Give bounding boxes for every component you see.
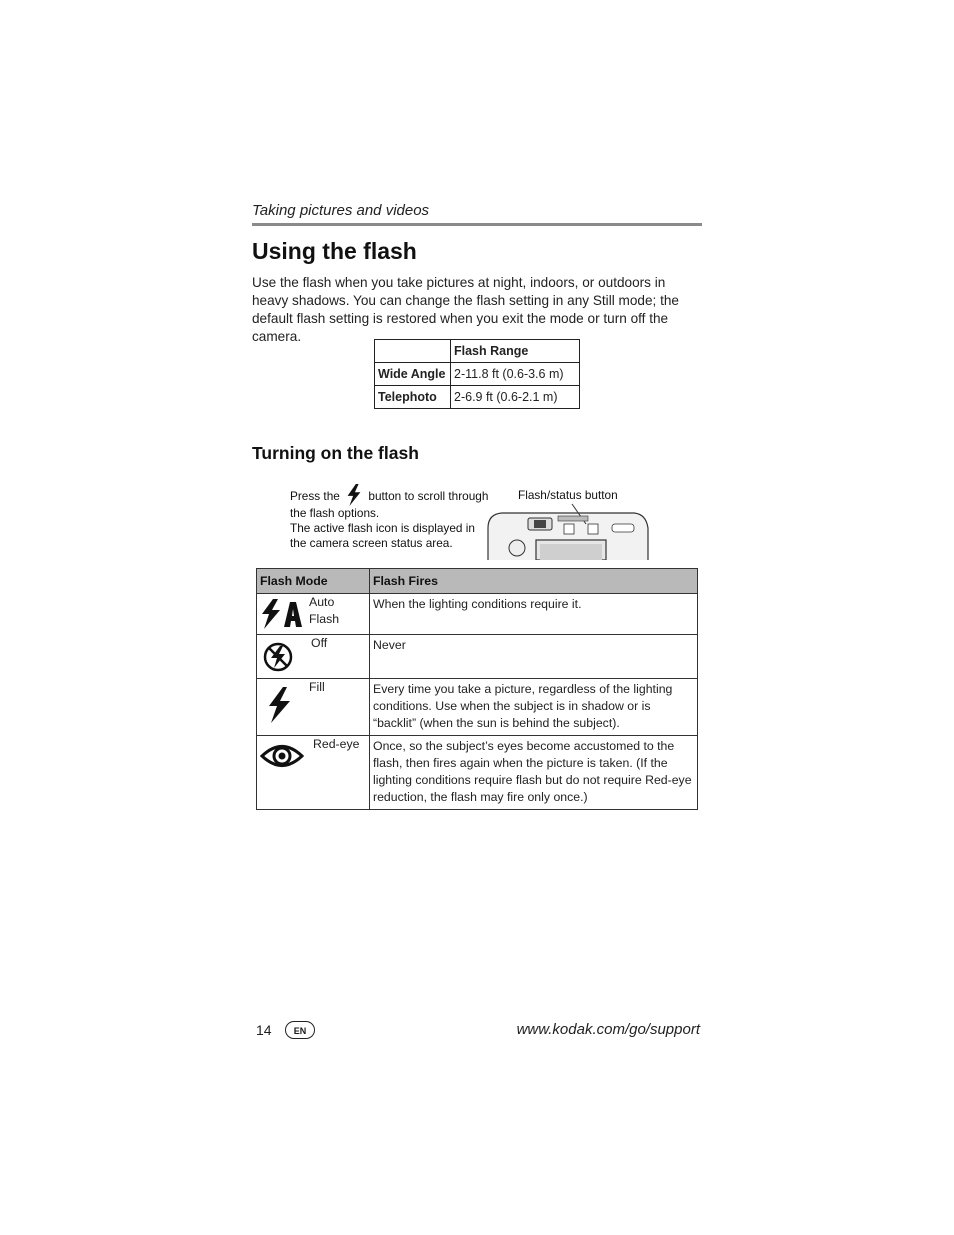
flash-off-icon [262,641,294,673]
table-row [257,635,698,679]
table-row [257,679,698,736]
table-corner-cell [375,340,451,363]
table-row [257,736,698,810]
page-number: 14 [256,1022,272,1038]
mode-label: Off [311,636,328,650]
section-header: Taking pictures and videos [252,202,430,219]
mode-label: Fill [309,680,325,694]
language-badge: EN [285,1021,315,1039]
range-row-label: Wide Angle [375,363,451,386]
flash-status-button-callout: Flash/status button [518,488,618,502]
range-row-value: 2-6.9 ft (0.6-2.1 m) [451,386,580,409]
instruction-line2: The active flash icon is displayed in the camera screen status area. [290,521,475,550]
range-row-value: 2-11.8 ft (0.6-3.6 m) [451,363,580,386]
mode-label: Red-eye [313,737,360,751]
support-url[interactable]: www.kodak.com/go/support [516,1021,700,1038]
mode-label: Auto Flash [309,595,340,626]
table-row [375,363,580,386]
mode-cell [257,679,370,736]
camera-back-illustration [484,498,654,560]
red-eye-icon [260,741,304,771]
mode-cell [257,736,370,810]
instruction-text [290,484,490,551]
range-row-label: Telephoto [375,386,451,409]
auto-flash-icon [260,599,304,629]
table-row [375,386,580,409]
flash-range-table [374,339,580,409]
column-header-flash-fires: Flash Fires [370,569,698,594]
flash-bolt-icon [343,484,365,506]
flash-fires-text: Every time you take a picture, regardless of the lighting conditions. Use when the subject is in shadow or is “backlit” (when the sun is behind the subject). [370,679,698,736]
section-subtitle: Turning on the flash [252,443,419,463]
mode-cell [257,635,370,679]
instruction-before-icon: Press the [290,489,340,503]
flash-fires-text: When the lighting conditions require it. [370,594,698,635]
intro-paragraph: Use the flash when you take pictures at night, indoors, or outdoors in heavy shadows. You can change the flash setting in any Still mode; the default flash setting is restored when you exit the mode or turn off the camera. [252,275,679,344]
table-row [257,594,698,635]
flash-range-header: Flash Range [451,340,580,363]
section-divider [252,223,702,226]
flash-fires-text: Never [370,635,698,679]
page-title: Using the flash [252,238,417,264]
table-row [375,340,580,363]
fill-flash-icon [265,687,293,723]
flash-fires-text: Once, so the subject’s eyes become accustomed to the flash, then fires again when the picture is taken. (If the lighting conditions require flash but do not require Red-eye reduction, the flash may fire only once.) [370,736,698,810]
instruction-after-icon: button to scroll through the flash options. [290,489,489,520]
flash-modes-table [256,568,698,810]
column-header-flash-mode: Flash Mode [257,569,370,594]
table-header-row [257,569,698,594]
mode-cell [257,594,370,635]
